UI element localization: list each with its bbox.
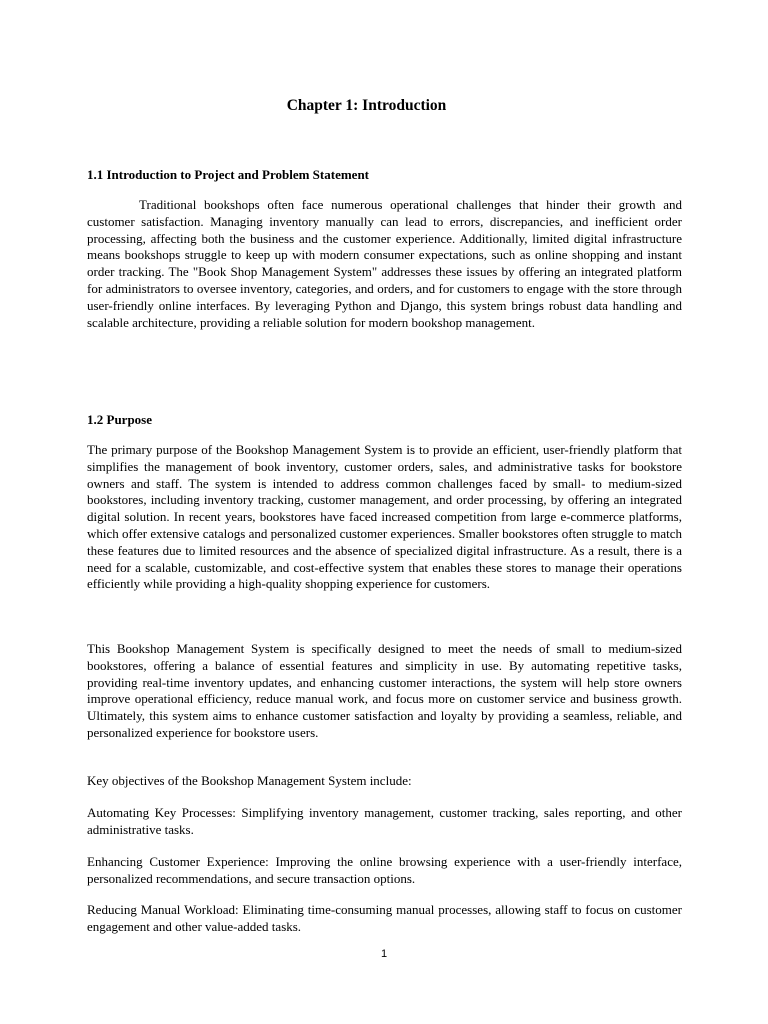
objective-enhancing-customer-experience: Enhancing Customer Experience: Improving the online browsing experience with a user-friendly interface, personalized recommendations, and secure transaction options. <box>87 854 682 886</box>
chapter-title: Chapter 1: Introduction <box>286 97 447 114</box>
purpose-paragraph-2: This Bookshop Management System is specifically designed to meet the needs of small to medium-sized bookstores, offering a balance of essential features and simplicity in use. By automating repetitive tasks, providing real-time inventory updates, and enhancing customer interactions, the system will help store owners improve operational efficiency, reduce manual work, and focus more on customer service and business growth. Ultimately, this system aims to enhance customer satisfaction and loyalty by providing a seamless, reliable, and personalized experience for bookstore users. <box>87 641 682 740</box>
objectives-intro: Key objectives of the Bookshop Management System include: <box>87 773 412 788</box>
purpose-paragraph-1: The primary purpose of the Bookshop Management System is to provide an efficient, user-friendly platform that simplifies the management of book inventory, customer orders, sales, and administrative tasks for bookstore owners and staff. The system is intended to address common challenges faced by small- to medium-sized bookstores, including inventory tracking, customer management, and order processing, by offering an integrated digital solution. In recent years, bookstores have faced increased competition from large e-commerce platforms, which offer extensive catalogs and personalized customer experiences. Smaller bookstores often struggle to match these features due to limited resources and the absence of specialized digital infrastructure. As a result, there is a need for a scalable, customizable, and cost-effective system that enables these stores to manage their operations efficiently while providing a high-quality shopping experience for customers. <box>87 442 682 592</box>
section-1-1-paragraph: Traditional bookshops often face numerous operational challenges that hinder their growth and customer satisfaction. Managing inventory manually can lead to errors, discrepancies, and inefficient order processing, affecting both the business and the customer experience. Additionally, limited digital infrastructure means bookshops struggle to keep up with modern consumer expectations, such as online shopping and instant order tracking. The "Book Shop Management System" addresses these issues by offering an integrated platform for administrators to oversee inventory, categories, and orders, and for customers to engage with the store through user-friendly online interfaces. By leveraging Python and Django, this system brings robust data handling and scalable architecture, providing a reliable solution for modern bookshop management. <box>87 197 682 330</box>
objective-reducing-manual-workload: Reducing Manual Workload: Eliminating time-consuming manual processes, allowing staff to focus on customer engagement and other value-added tasks. <box>87 902 682 934</box>
section-1-2-heading: 1.2 Purpose <box>87 412 152 427</box>
objective-automating-key-processes: Automating Key Processes: Simplifying inventory management, customer tracking, sales reporting, and other administrative tasks. <box>87 805 682 837</box>
page-number: 1 <box>380 948 388 960</box>
section-1-1-heading: 1.1 Introduction to Project and Problem Statement <box>87 167 370 182</box>
